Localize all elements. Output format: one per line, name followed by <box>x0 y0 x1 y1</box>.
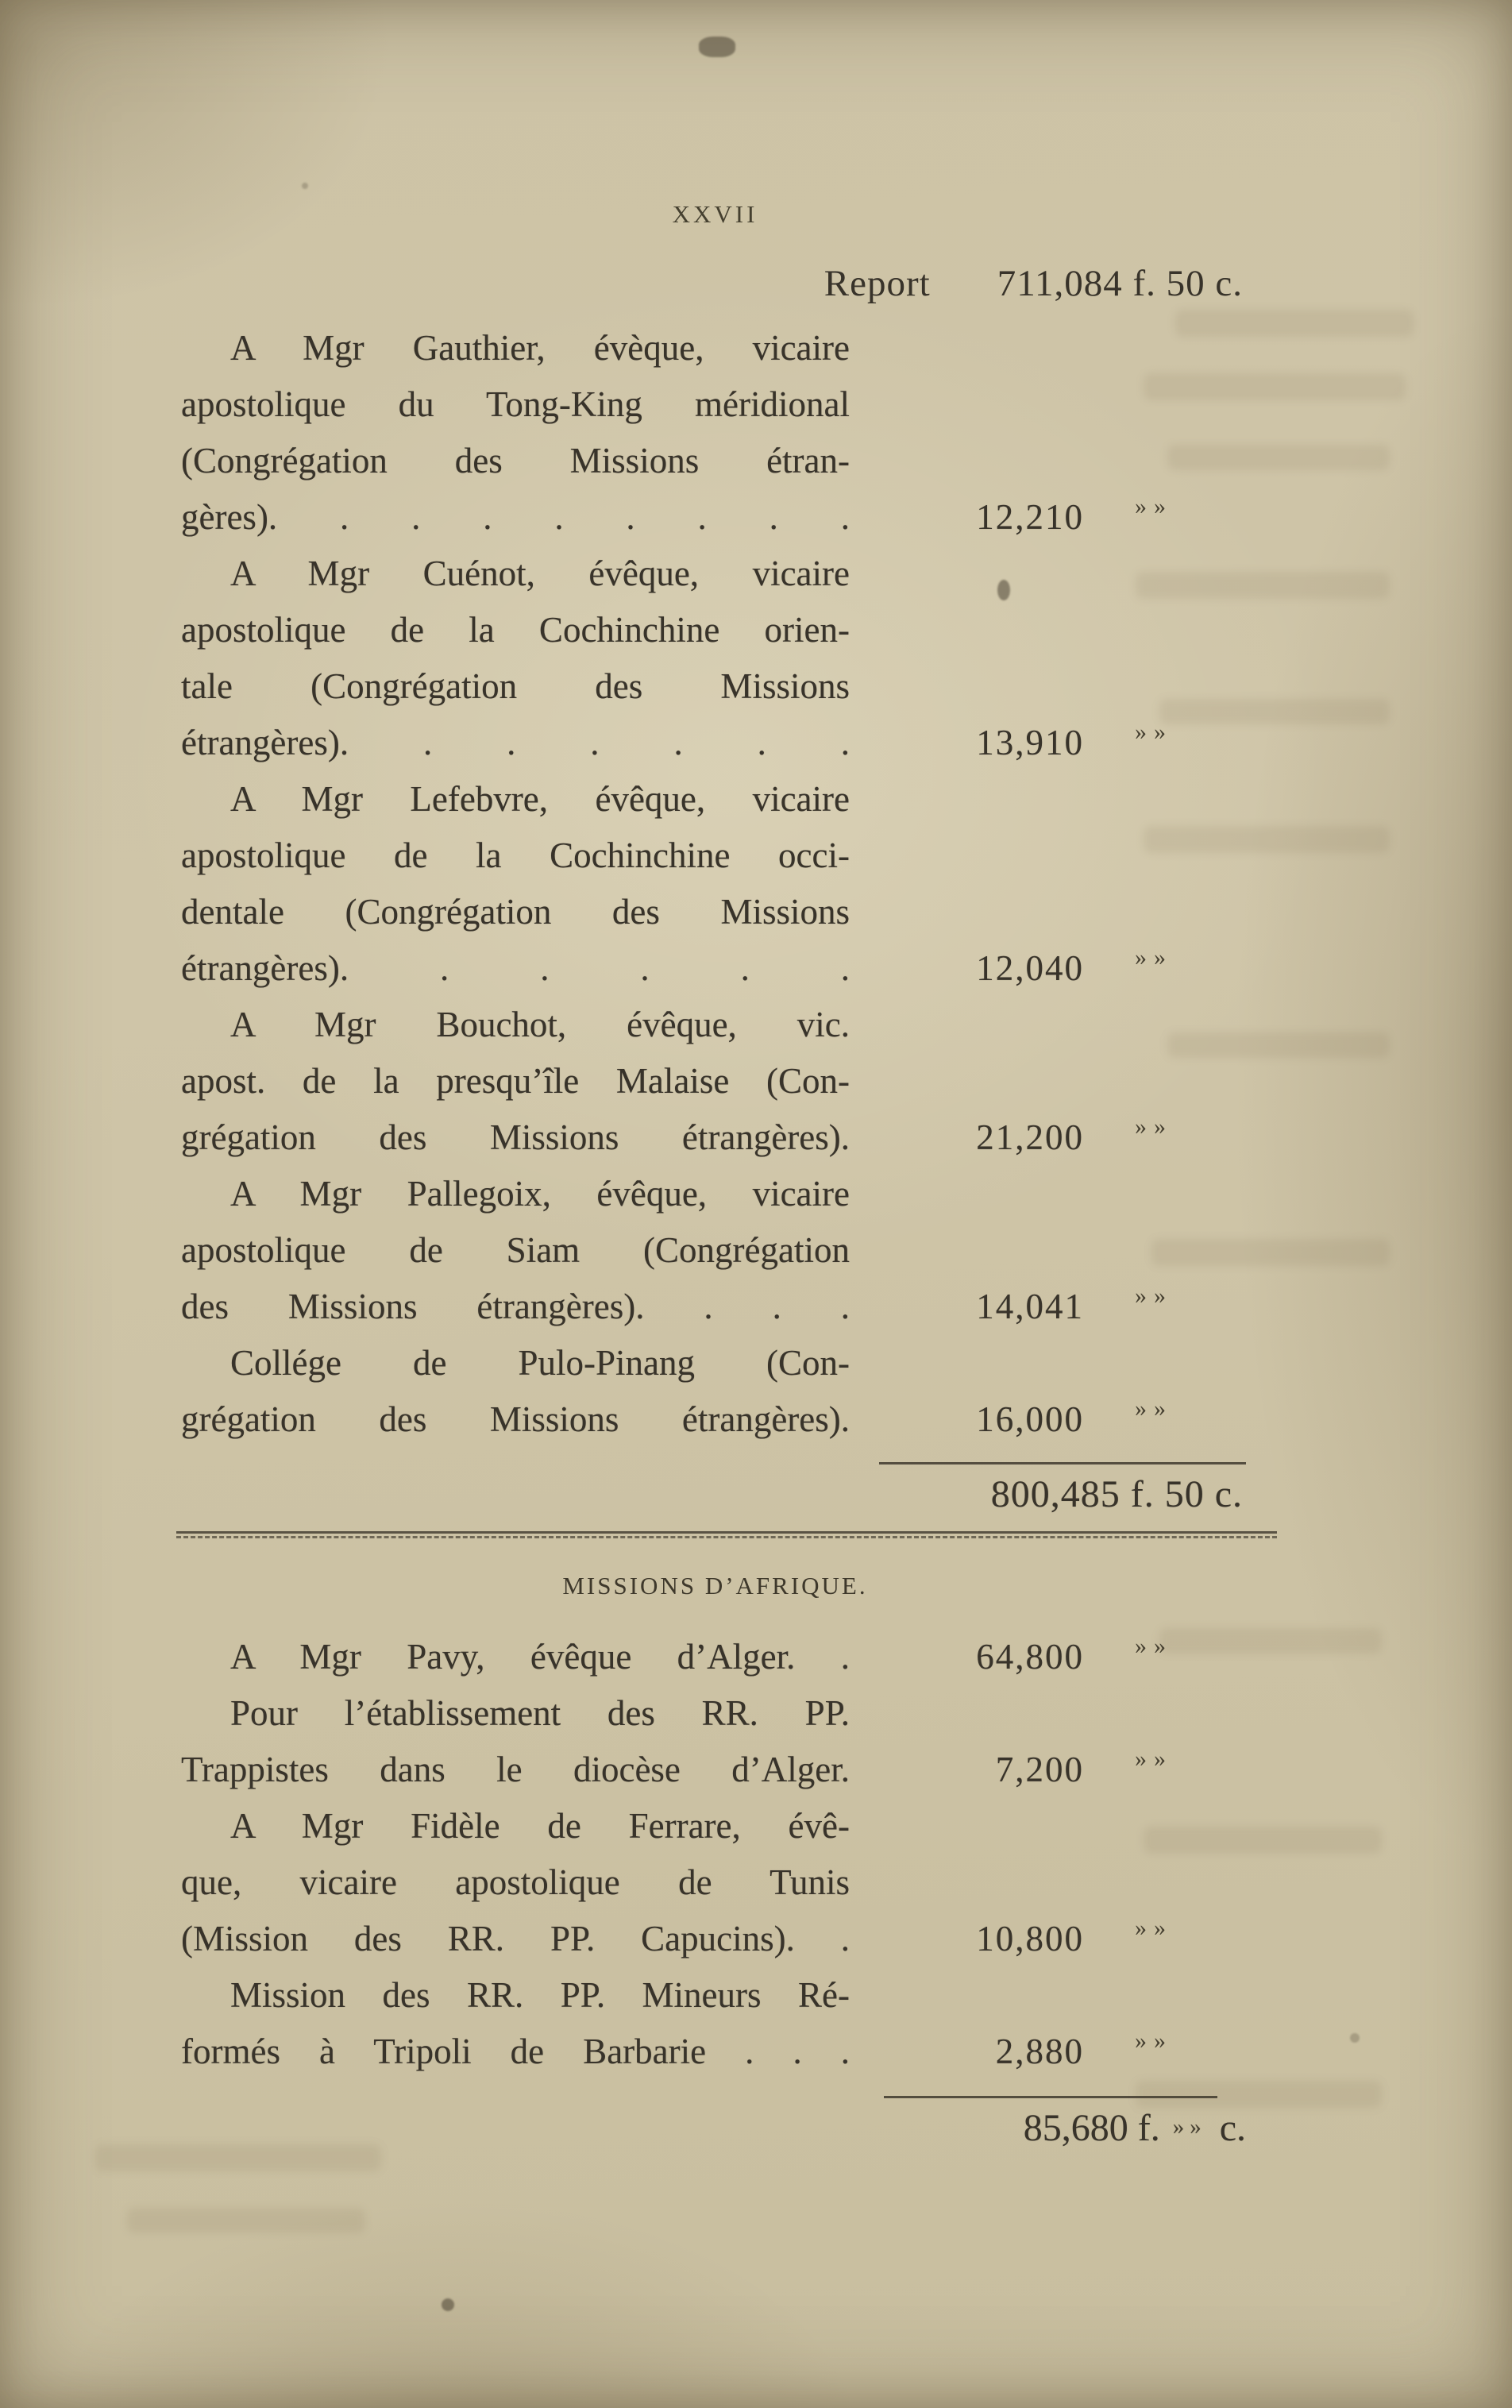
ledger-entry <box>181 320 1249 546</box>
entry-amount: 16,000 <box>976 1399 1084 1439</box>
entry-text: A Mgr Lefebvre, évêque, vicaire apostolique de la Cochinchine occi- dentale (Congrégation des Missions étrangères). . . . . . <box>181 779 850 988</box>
entry-cents-mark: »» <box>1135 719 1173 745</box>
entry-amount: 12,210 <box>976 497 1084 537</box>
entry-amount: 21,200 <box>976 1117 1084 1157</box>
entry-text: Mission des RR. PP. Mineurs Ré- formés à Tripoli de Barbarie . . . <box>181 1975 850 2071</box>
report-line <box>181 256 1249 312</box>
ledger-entry <box>181 1629 1249 1685</box>
ledger-entry <box>181 546 1249 771</box>
entry-cents-mark: »» <box>1135 1746 1173 1772</box>
ledger-entry <box>181 1685 1249 1798</box>
entry-cents-mark: »» <box>1135 1283 1173 1309</box>
entry-text: Collége de Pulo-Pinang (Con- grégation des Missions étrangères). <box>181 1343 850 1439</box>
entry-amount: 13,910 <box>976 723 1084 762</box>
asia-total-amount: 800,485 f. 50 c. <box>990 1473 1243 1515</box>
ink-speck <box>699 37 735 57</box>
ink-speck <box>1350 2033 1360 2043</box>
entry-text: A Mgr Pavy, évêque d’Alger. . <box>230 1637 850 1677</box>
africa-missions-entries <box>181 1629 1249 2080</box>
entry-cents-mark: »» <box>1135 1633 1173 1659</box>
entry-text: A Mgr Cuénot, évêque, vicaire apostolique de la Cochinchine orien- tale (Congrégation des Missions étrangères). . . . . . . <box>181 554 850 762</box>
ledger-entry <box>181 1166 1249 1335</box>
ledger-entry <box>181 997 1249 1166</box>
ledger-entry <box>181 771 1249 997</box>
page-number: XXVII <box>672 200 758 228</box>
ledger-entry <box>181 1967 1249 2080</box>
ink-speck <box>442 2298 454 2311</box>
entry-amount: 10,800 <box>976 1919 1084 1958</box>
africa-total-cents-label: c. <box>1219 2107 1246 2149</box>
entry-text: A Mgr Gauthier, évèque, vicaire apostolique du Tong-King méridional (Congrégation des Missions étran- gères). . . . . . . . . <box>181 328 850 537</box>
africa-total-amount: 85,680 f. <box>1023 2107 1160 2149</box>
ledger-entry <box>181 1335 1249 1448</box>
entry-amount: 14,041 <box>976 1287 1084 1326</box>
asia-missions-entries <box>181 320 1249 1448</box>
entry-cents-mark: »» <box>1135 493 1173 519</box>
entry-amount: 7,200 <box>995 1750 1084 1789</box>
entry-text: A Mgr Pallegoix, évêque, vicaire apostolique de Siam (Congrégation des Missions étrangères). . . . <box>181 1174 850 1326</box>
text-block <box>181 200 1249 2163</box>
bleedthrough-mark <box>127 2208 365 2233</box>
entry-cents-mark: »» <box>1135 1915 1173 1941</box>
report-label: Report <box>824 263 931 304</box>
entry-amount: 2,880 <box>995 2032 1084 2071</box>
africa-total-cents-mark: »» <box>1172 2114 1207 2140</box>
africa-section-heading: MISSIONS D’AFRIQUE. <box>562 1572 868 1600</box>
entry-amount: 64,800 <box>976 1637 1084 1677</box>
ink-speck <box>302 183 308 189</box>
asia-total-block <box>181 1462 1249 1538</box>
section-end-rule <box>176 1531 1277 1538</box>
entry-amount: 12,040 <box>976 948 1084 988</box>
entry-text: A Mgr Fidèle de Ferrare, évê- que, vicaire apostolique de Tunis (Mission des RR. PP. Capucins). . <box>181 1806 850 1958</box>
entry-cents-mark: »» <box>1135 2028 1173 2054</box>
entry-cents-mark: »» <box>1135 1395 1173 1422</box>
entry-cents-mark: »» <box>1135 1113 1173 1140</box>
ledger-entry <box>181 1798 1249 1967</box>
africa-total-block <box>181 2096 1249 2163</box>
entry-text: Pour l’établissement des RR. PP. Trappistes dans le diocèse d’Alger. <box>181 1693 850 1789</box>
entry-cents-mark: »» <box>1135 944 1173 971</box>
africa-total-line <box>181 2098 1249 2163</box>
entry-text: A Mgr Bouchot, évêque, vic. apost. de la presqu’île Malaise (Con- grégation des Missions étrangères). <box>181 1005 850 1157</box>
report-amount: 711,084 f. 50 c. <box>997 263 1243 304</box>
